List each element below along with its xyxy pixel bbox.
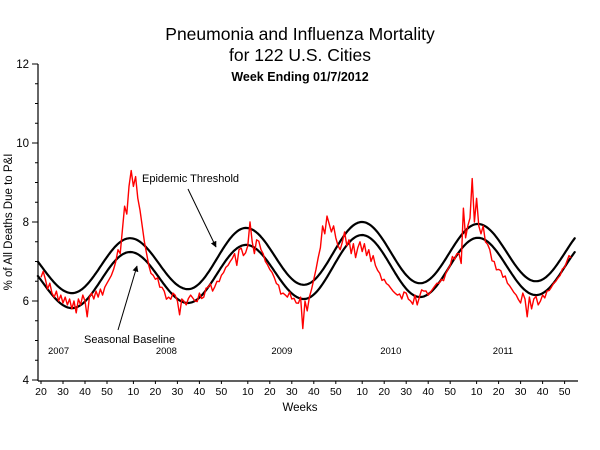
year-label: 2011 bbox=[492, 346, 514, 357]
x-tick-label: 40 bbox=[536, 386, 549, 398]
x-tick-label: 40 bbox=[79, 386, 91, 398]
chart-subtitle: Week Ending 01/7/2012 bbox=[231, 70, 369, 84]
x-tick-label: 30 bbox=[285, 386, 298, 398]
x-tick-label: 50 bbox=[215, 386, 228, 398]
y-tick-label: 4 bbox=[22, 375, 29, 388]
seasonal-baseline-arrow-icon bbox=[118, 266, 137, 330]
x-tick-label: 30 bbox=[171, 386, 184, 398]
year-label: 2008 bbox=[155, 346, 177, 357]
x-tick-label: 10 bbox=[356, 386, 369, 398]
y-tick-label: 8 bbox=[22, 217, 29, 230]
year-label: 2009 bbox=[271, 346, 293, 357]
x-tick-label: 30 bbox=[514, 386, 527, 398]
x-tick-label: 50 bbox=[101, 386, 113, 398]
year-label: 2007 bbox=[48, 346, 70, 357]
annotation-seasonal-baseline: Seasonal Baseline bbox=[84, 334, 176, 346]
x-tick-label: 10 bbox=[241, 386, 254, 398]
observed-mortality-line bbox=[41, 171, 571, 329]
x-tick-label: 40 bbox=[422, 386, 435, 398]
x-tick-label: 10 bbox=[470, 386, 483, 398]
y-tick-label: 10 bbox=[16, 138, 29, 151]
x-axis-title: Weeks bbox=[282, 402, 318, 414]
x-tick-label: 20 bbox=[378, 386, 391, 398]
x-tick-label: 40 bbox=[307, 386, 320, 398]
x-tick-label: 50 bbox=[329, 386, 342, 398]
y-tick-label: 6 bbox=[22, 296, 29, 309]
x-tick-label: 50 bbox=[558, 386, 571, 398]
x-tick-label: 40 bbox=[193, 386, 206, 398]
plot-area bbox=[16, 59, 578, 398]
x-tick-label: 10 bbox=[127, 386, 140, 398]
epidemic-threshold-arrow-icon bbox=[188, 189, 216, 247]
seasonal-baseline-curve bbox=[38, 235, 575, 308]
chart-title-line2: for 122 U.S. Cities bbox=[229, 45, 371, 65]
x-tick-label: 20 bbox=[492, 386, 505, 398]
x-tick-label: 20 bbox=[263, 386, 276, 398]
y-tick-label: 12 bbox=[16, 59, 29, 72]
x-tick-label: 30 bbox=[400, 386, 413, 398]
y-axis-title: % of All Deaths Due to P&I bbox=[3, 153, 15, 291]
chart-title-line1: Pneumonia and Influenza Mortality bbox=[165, 24, 435, 44]
x-tick-label: 30 bbox=[57, 386, 69, 398]
annotation-epidemic-threshold: Epidemic Threshold bbox=[142, 173, 240, 185]
x-tick-label: 50 bbox=[444, 386, 457, 398]
year-label: 2010 bbox=[380, 346, 402, 357]
x-tick-label: 20 bbox=[149, 386, 162, 398]
x-tick-label: 20 bbox=[35, 386, 47, 398]
